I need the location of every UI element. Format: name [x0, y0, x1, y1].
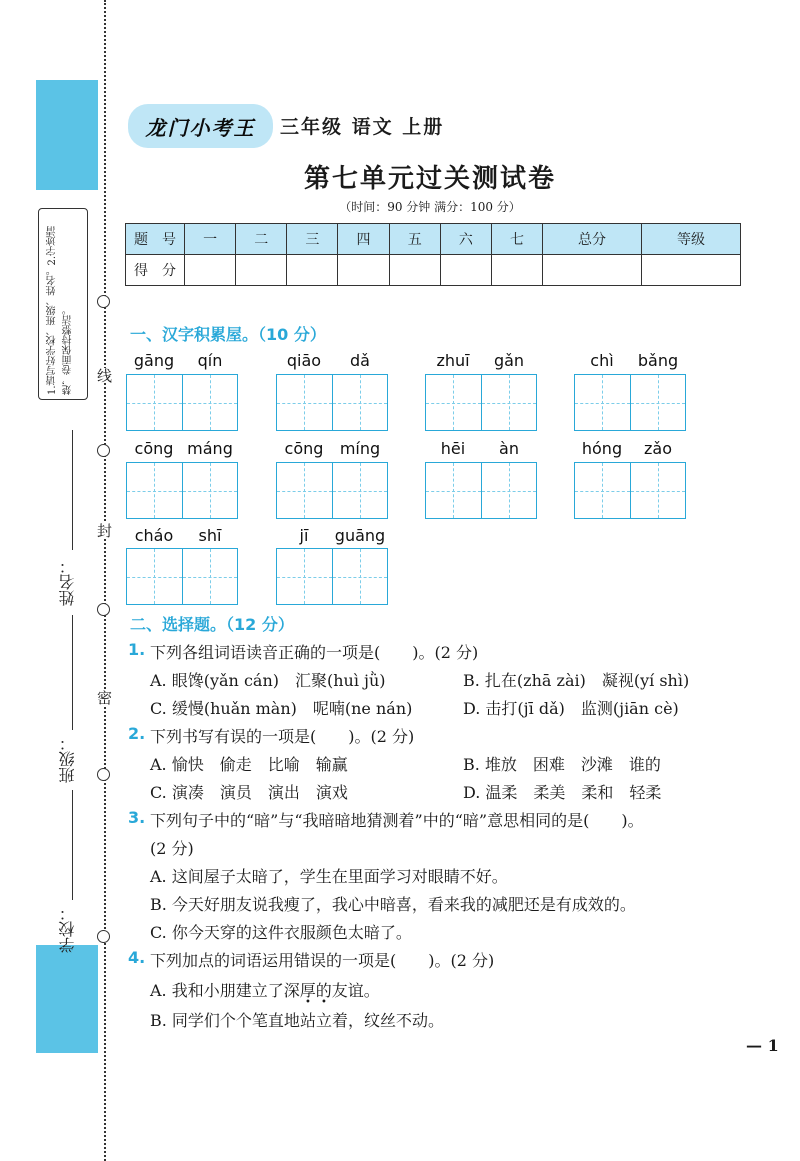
writing-grid[interactable]: [574, 462, 686, 519]
page-number: — 1: [746, 1036, 779, 1055]
score-blank[interactable]: [185, 255, 236, 286]
writing-grid[interactable]: [126, 548, 238, 605]
question-stem-continued: (2 分): [150, 839, 194, 858]
exam-notice: 1.请写好学校、班级、姓名。2.字迹清楚，卷面保持整洁。: [38, 208, 88, 400]
score-cell: 题 号: [126, 224, 185, 255]
time-info: （时间：90 分钟 满分：100 分）: [339, 200, 521, 214]
pinyin-syllable: shī: [198, 526, 222, 545]
score-cell: 四: [338, 224, 389, 255]
binding-hole: [97, 930, 110, 943]
question-stem: 下列句子中的“暗”与“我暗暗地猜测着”中的“暗”意思相同的是( )。: [150, 811, 644, 830]
section1-title: 一、汉字积累屋。（10 分）: [130, 325, 326, 344]
option-b-suffix: 着，纹丝不动。: [331, 1011, 444, 1030]
pinyin-syllable: míng: [339, 439, 381, 458]
writing-grid[interactable]: [276, 374, 388, 431]
class-label: 班级：: [58, 735, 77, 783]
school-field[interactable]: [72, 790, 73, 900]
question-number: 3.: [128, 808, 146, 827]
option-b[interactable]: [150, 1008, 444, 1031]
score-cell: 二: [236, 224, 287, 255]
score-cell: 一: [185, 224, 236, 255]
option-b-prefix: B. 同学们个个笔直地: [150, 1011, 300, 1030]
option-d[interactable]: D. 击打(jī dǎ) 监测(jiān cè): [463, 699, 679, 718]
pinyin-syllable: cōng: [284, 439, 324, 458]
pinyin-syllable: máng: [187, 439, 233, 458]
score-cell: 五: [389, 224, 440, 255]
binding-hole: [97, 444, 110, 457]
option-a[interactable]: A. 这间屋子太暗了，学生在里面学习对眼睛不好。: [150, 867, 508, 886]
pinyin-syllable: àn: [499, 439, 519, 458]
option-d[interactable]: D. 温柔 柔美 柔和 轻柔: [463, 783, 662, 802]
writing-grid[interactable]: [425, 462, 537, 519]
score-cell: 总分: [543, 224, 642, 255]
score-table: [125, 223, 741, 286]
name-label: 姓名：: [58, 558, 77, 606]
name-field[interactable]: [72, 430, 73, 550]
question-number: 1.: [128, 640, 146, 659]
score-blank[interactable]: [287, 255, 338, 286]
question-stem: 下列各组词语读音正确的一项是( )。(2 分): [150, 643, 479, 662]
score-table-header-row: [126, 224, 741, 255]
question-number: 2.: [128, 724, 146, 743]
option-c[interactable]: C. 缓慢(huǎn màn) 呢喃(ne nán): [150, 699, 413, 718]
pinyin-syllable: jī: [299, 526, 309, 545]
section2-title: 二、选择题。（12 分）: [130, 615, 294, 634]
score-blank[interactable]: [236, 255, 287, 286]
writing-grid[interactable]: [126, 462, 238, 519]
brand-logo: 龙门小考王: [128, 104, 273, 148]
writing-grid[interactable]: [276, 548, 388, 605]
writing-grid[interactable]: [276, 462, 388, 519]
score-blank[interactable]: [491, 255, 542, 286]
pinyin-syllable: zhuī: [436, 351, 470, 370]
pinyin-syllable: zǎo: [644, 439, 672, 458]
score-table-score-row: [126, 255, 741, 286]
option-c[interactable]: C. 演凑 演员 演出 演戏: [150, 783, 348, 802]
pinyin-syllable: cōng: [134, 439, 174, 458]
school-label: 学校：: [58, 905, 77, 953]
page-title: 第七单元过关测试卷: [303, 164, 556, 194]
option-b[interactable]: B. 堆放 困难 沙滩 谁的: [463, 755, 661, 774]
score-cell: 等级: [642, 224, 741, 255]
option-a[interactable]: A. 我和小朋建立了深厚的友谊。: [150, 981, 380, 1000]
score-blank[interactable]: [440, 255, 491, 286]
cut-label-seal: 封: [95, 523, 113, 538]
class-field[interactable]: [72, 615, 73, 730]
question-stem: 下列书写有误的一项是( )。(2 分): [150, 727, 415, 746]
pinyin-syllable: hēi: [440, 439, 466, 458]
writing-grid[interactable]: [574, 374, 686, 431]
pinyin-syllable: chì: [590, 351, 614, 370]
option-b[interactable]: B. 扎在(zhā zài) 凝视(yí shì): [463, 671, 690, 690]
score-blank[interactable]: [389, 255, 440, 286]
option-a[interactable]: A. 眼馋(yǎn cán) 汇聚(huì jǜ): [150, 671, 386, 690]
binding-hole: [97, 603, 110, 616]
binding-hole: [97, 295, 110, 308]
score-blank[interactable]: [642, 255, 741, 286]
option-c[interactable]: C. 你今天穿的这件衣服颜色太暗了。: [150, 923, 412, 942]
question-stem: 下列加点的词语运用错误的一项是( )。(2 分): [150, 951, 495, 970]
pinyin-syllable: qín: [197, 351, 223, 370]
question-number: 4.: [128, 948, 146, 967]
pinyin-syllable: hóng: [581, 439, 623, 458]
score-cell: 六: [440, 224, 491, 255]
pinyin-syllable: qiāo: [286, 351, 322, 370]
score-row-label: 得 分: [126, 255, 185, 286]
cut-label-line: 线: [95, 368, 113, 383]
dotted-char: 站: [299, 1011, 316, 1030]
pinyin-syllable: gāng: [133, 351, 175, 370]
dotted-char: 立: [315, 1011, 332, 1030]
score-blank[interactable]: [543, 255, 642, 286]
score-blank[interactable]: [338, 255, 389, 286]
writing-grid[interactable]: [425, 374, 537, 431]
pinyin-syllable: guāng: [334, 526, 386, 545]
pinyin-syllable: bǎng: [637, 351, 679, 370]
pinyin-syllable: dǎ: [350, 351, 370, 370]
grade-subject: 三年级 语文 上册: [280, 116, 445, 138]
option-b[interactable]: B. 今天好朋友说我瘦了，我心中暗喜，看来我的减肥还是有成效的。: [150, 895, 636, 914]
score-cell: 三: [287, 224, 338, 255]
bottom-blue-band: [36, 945, 98, 1053]
writing-grid[interactable]: [126, 374, 238, 431]
option-a[interactable]: A. 愉快 偷走 比喻 输赢: [150, 755, 348, 774]
cut-label-secret: 密: [95, 690, 113, 705]
pinyin-syllable: cháo: [134, 526, 174, 545]
binding-hole: [97, 768, 110, 781]
score-cell: 七: [491, 224, 542, 255]
pinyin-syllable: gǎn: [493, 351, 525, 370]
